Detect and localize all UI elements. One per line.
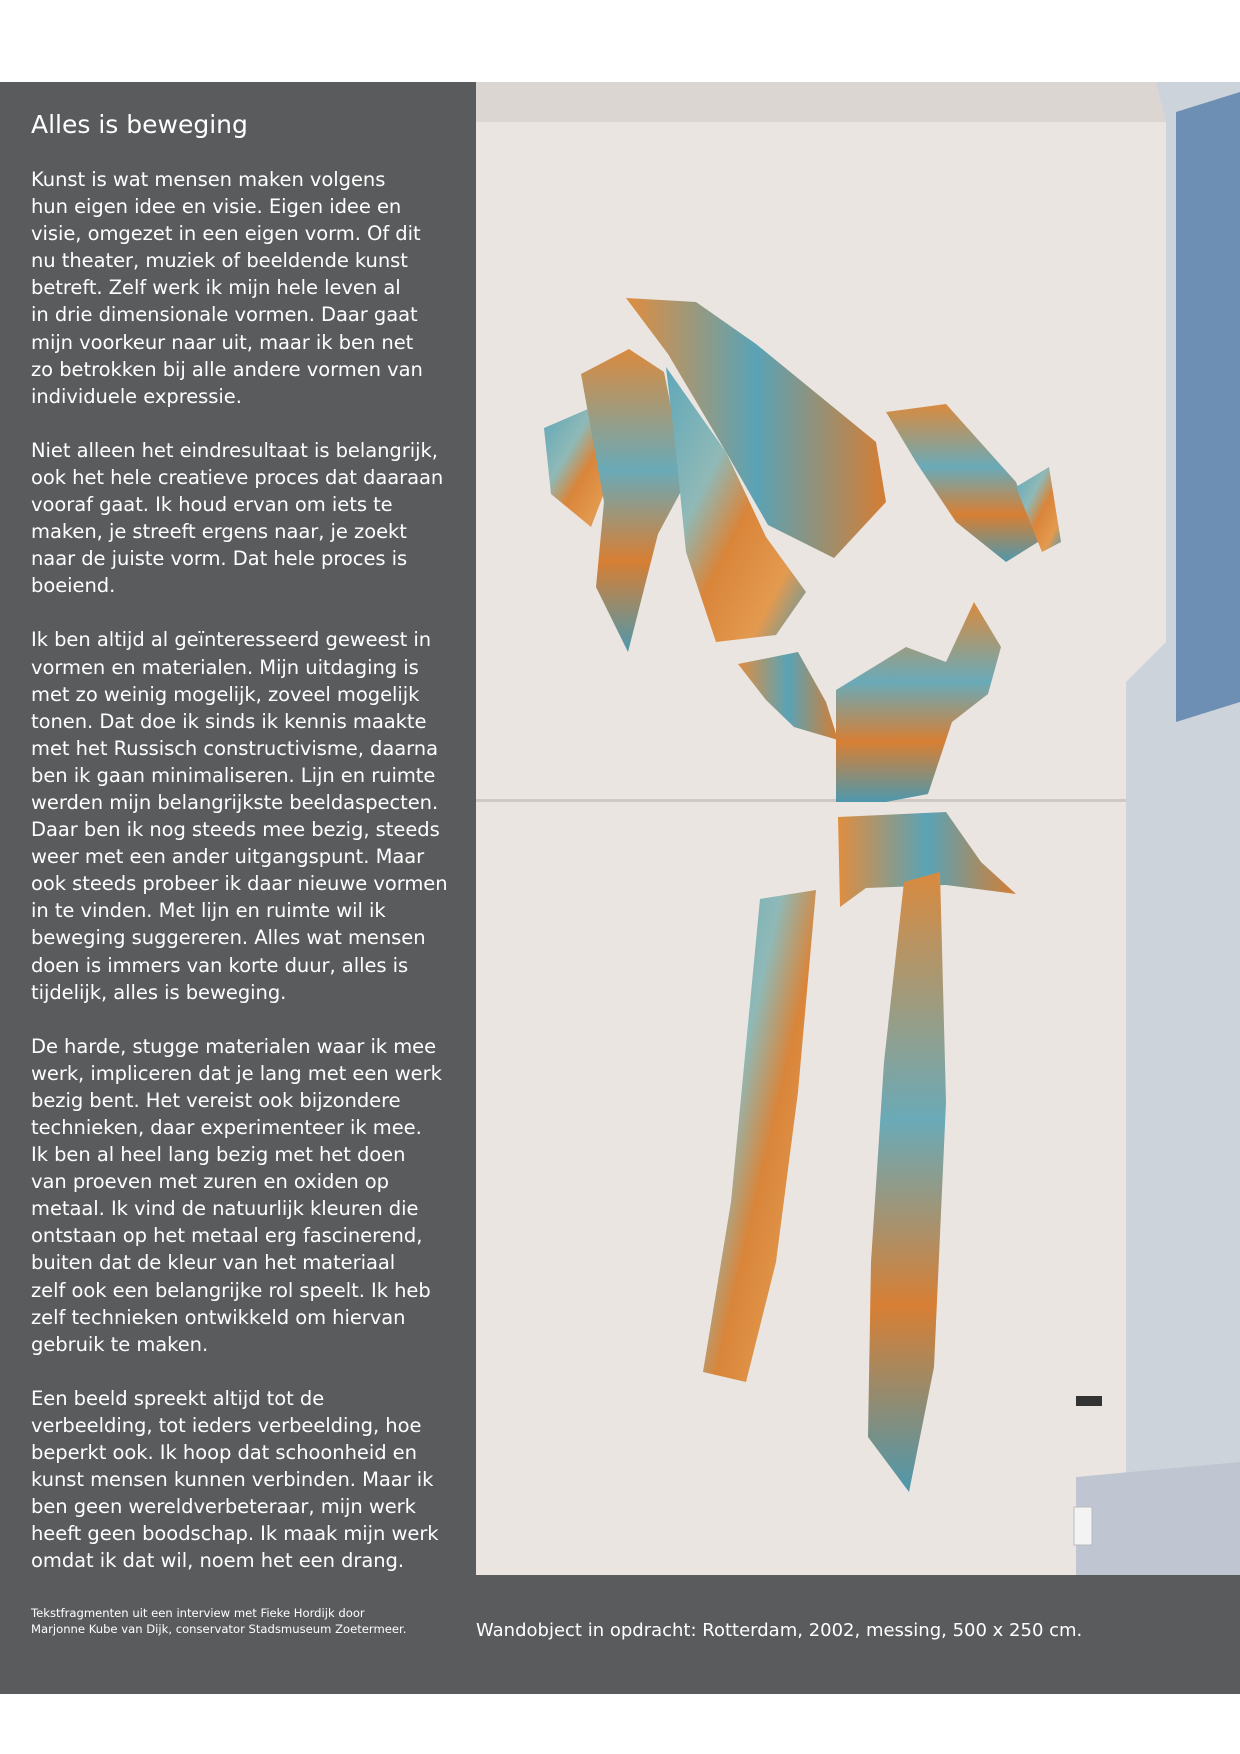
article-paragraph: Ik ben altijd al geïnteresseerd geweest in vormen en materialen. Mijn uitdaging is met zo weinig mogelijk, zoveel mogelijk tonen. Dat doe ik sinds ik kennis maakte met het Russisch constructivisme, daarna ben ik gaan minimaliseren. Lijn en ruimte werden mijn belangrijkste beeldaspecten. Daar ben ik nog steeds mee bezig, steeds weer met een ander uitgangspunt. Maar ook steeds probeer ik daar nieuwe vormen in te vinden. Met lijn en ruimte wil ik beweging suggereren. Alles wat mensen doen is immers van korte duur, alles is tijdelijk, alles is beweging.: [31, 628, 448, 1004]
panel-seam: [476, 799, 1166, 802]
interview-credit: Tekstfragmenten uit een interview met Fieke Hordijk door Marjonne Kube van Dijk, conservator Stadsmuseum Zoetermeer.: [31, 1606, 407, 1636]
article-paragraph: Niet alleen het eindresultaat is belangrijk, ook het hele creatieve proces dat daaraan vooraf gaat. Ik houd ervan om iets te maken, je streeft ergens naar, je zoekt naar de juiste vorm. Dat hele proces is boeiend.: [31, 438, 444, 598]
wall-socket: [1076, 1396, 1102, 1406]
photo-caption: Wandobject in opdracht: Rotterdam, 2002, messing, 500 x 250 cm.: [476, 1620, 1083, 1641]
article-title: Alles is beweging: [31, 110, 248, 139]
article-paragraph: Een beeld spreekt altijd tot de verbeelding, tot ieders verbeelding, hoe beperkt ook. Ik hoop dat schoonheid en kunst mensen kunnen verbinden. Maar ik ben geen wereldverbeteraar, mijn werk heeft geen boodschap. Ik maak mijn werk omdat ik dat wil, noem het een drang.: [31, 1386, 439, 1573]
article-column: [31, 110, 451, 1602]
desk: [1076, 1462, 1240, 1575]
article-paragraph: Kunst is wat mensen maken volgens hun eigen idee en visie. Eigen idee en visie, omgezet in een eigen vorm. Of dit nu theater, muziek of beeldende kunst betreft. Zelf werk ik mijn hele leven al in drie dimensionale vormen. Daar gaat mijn voorkeur naar uit, maar ik ben net zo betrokken bij alle andere vormen van individuele expressie.: [31, 168, 423, 408]
light-switch: [1074, 1507, 1092, 1545]
ceiling-edge: [476, 82, 1240, 122]
article-paragraph: De harde, stugge materialen waar ik mee werk, impliceren dat je lang met een werk bezig bent. Het vereist ook bijzondere technieken, daar experimenteer ik mee. Ik ben al heel lang bezig met het doen van proeven met zuren en oxiden op metaal. Ik vind de natuurlijk kleuren die ontstaan op het metaal erg fascinerend, buiten dat de kleur van het materiaal zelf ook een belangrijke rol speelt. Ik heb zelf technieken ontwikkeld om hiervan gebruik te maken.: [31, 1034, 442, 1356]
window-glass: [1176, 92, 1240, 722]
artwork-photo: [476, 82, 1240, 1575]
wall-sculpture-illustration: [476, 82, 1240, 1575]
